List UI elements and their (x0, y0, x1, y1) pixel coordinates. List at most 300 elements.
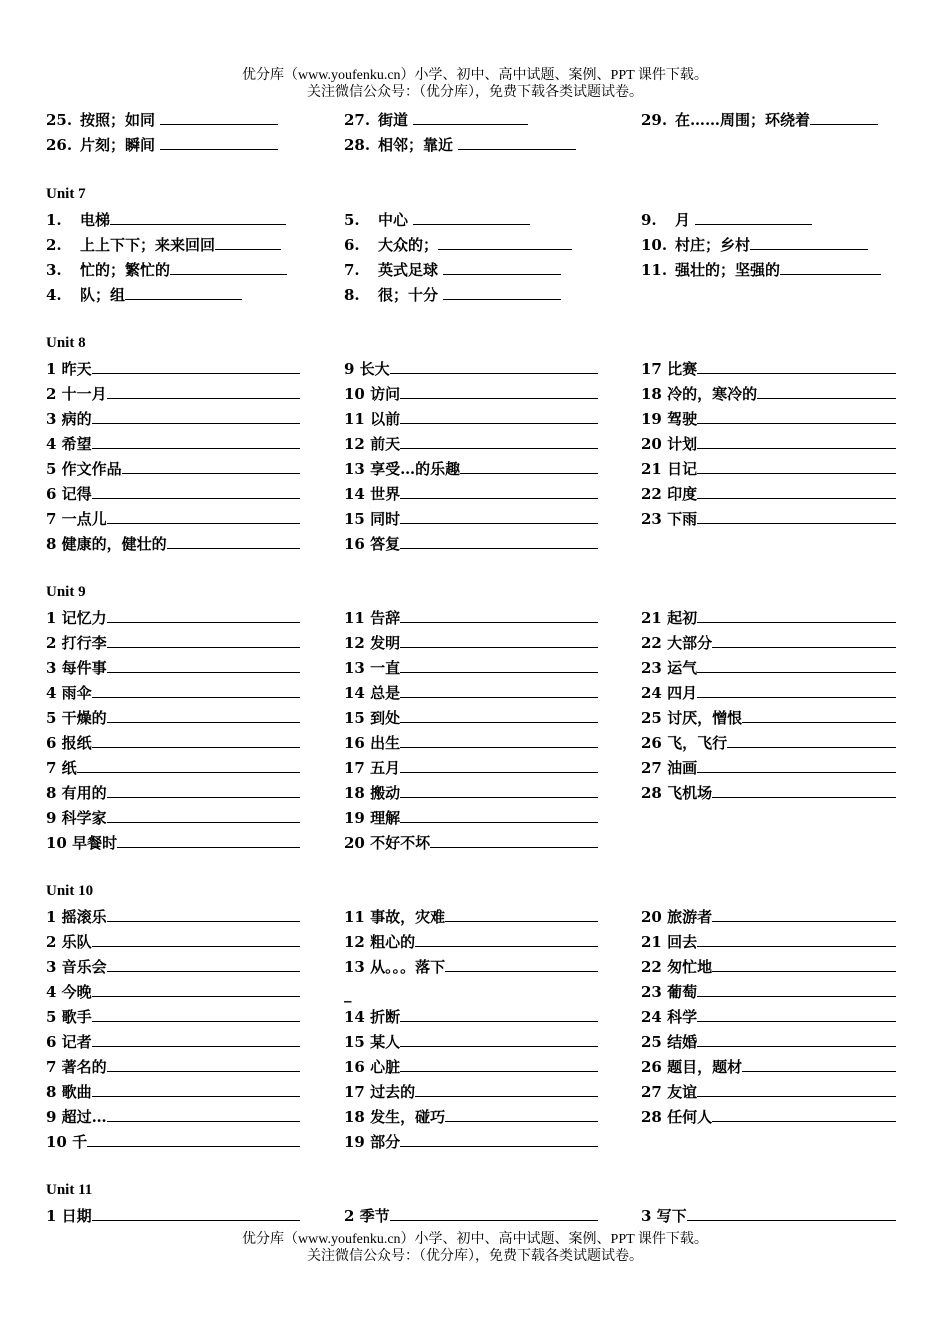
vocab-item (344, 359, 598, 378)
item-number: 28. (344, 136, 371, 154)
vocab-label: 3 写下 (641, 1207, 687, 1225)
answer-blank[interactable] (415, 1082, 598, 1097)
answer-blank[interactable] (400, 1057, 598, 1072)
answer-blank[interactable] (107, 907, 300, 922)
answer-blank[interactable] (167, 534, 300, 549)
vocab-item (641, 733, 896, 752)
vocab-item (641, 1057, 896, 1076)
vocab-label: 27 友谊 (641, 1083, 698, 1101)
answer-blank[interactable] (757, 384, 896, 399)
vocab-label: 片刻；瞬间 (80, 136, 156, 154)
vocab-row (0, 808, 950, 833)
vocab-label: 15 某人 (344, 1033, 401, 1051)
vocab-item (46, 982, 300, 1001)
answer-blank[interactable] (458, 135, 576, 150)
vocab-label: 7 著名的 (46, 1058, 107, 1076)
answer-blank[interactable] (712, 907, 896, 922)
vocab-label: 22 印度 (641, 485, 698, 503)
vocab-label: 1 记忆力 (46, 609, 107, 627)
answer-blank[interactable] (697, 459, 896, 474)
vocab-item (641, 1082, 896, 1101)
vocab-label: 25 讨厌，憎恨 (641, 709, 743, 727)
vocab-item (641, 1206, 896, 1225)
vocab-item (641, 260, 881, 279)
vocab-label: 3 音乐会 (46, 958, 107, 976)
vocab-item (46, 1057, 300, 1076)
answer-blank[interactable] (400, 1007, 598, 1022)
answer-blank[interactable] (697, 683, 896, 698)
answer-blank[interactable] (687, 1206, 896, 1221)
vocab-item (641, 409, 896, 428)
vocab-item (344, 1057, 598, 1076)
answer-blank[interactable] (92, 683, 300, 698)
vocab-item (344, 1082, 598, 1101)
vocab-item (344, 384, 598, 403)
vocab-item (46, 957, 300, 976)
unit-title: Unit 9 (46, 584, 86, 600)
answer-blank[interactable] (400, 808, 598, 823)
vocab-item (641, 110, 878, 129)
vocab-row (0, 1032, 950, 1057)
answer-blank[interactable] (810, 110, 878, 125)
vocab-label: 18 冷的，寒冷的 (641, 385, 758, 403)
vocab-row (0, 110, 950, 135)
vocab-item (344, 235, 572, 254)
vocab-label: 21 回去 (641, 933, 698, 951)
vocab-label: 2 十一月 (46, 385, 107, 403)
vocab-item (46, 633, 300, 652)
vocab-item (641, 484, 896, 503)
vocab-item (344, 758, 598, 777)
vocab-label: 25 结婚 (641, 1033, 698, 1051)
vocab-label: 6 记者 (46, 1033, 92, 1051)
vocab-label: 大众的； (378, 236, 439, 254)
answer-blank[interactable] (107, 633, 300, 648)
vocab-label: 18 发生，碰巧 (344, 1108, 446, 1126)
vocab-label: 13 享受…的乐趣 (344, 460, 461, 478)
vocab-row (0, 509, 950, 534)
answer-blank[interactable] (742, 1057, 896, 1072)
vocab-row (0, 1057, 950, 1082)
vocab-label: 5 作文作品 (46, 460, 122, 478)
vocab-label: 21 起初 (641, 609, 698, 627)
vocab-item (344, 459, 598, 478)
vocab-item (641, 1007, 896, 1026)
answer-blank[interactable] (400, 409, 598, 424)
vocab-label: 4 雨伞 (46, 684, 92, 702)
answer-blank[interactable] (697, 1032, 896, 1047)
item-number: 9. (641, 211, 657, 229)
vocab-label: 14 折断 (344, 1008, 401, 1026)
answer-blank[interactable] (697, 1007, 896, 1022)
vocab-item (344, 534, 598, 553)
answer-blank[interactable] (107, 509, 300, 524)
answer-blank[interactable] (122, 459, 300, 474)
answer-blank[interactable] (400, 384, 598, 399)
vocab-label: 2 打行李 (46, 634, 107, 652)
vocab-item (344, 783, 598, 802)
answer-blank[interactable] (400, 633, 598, 648)
answer-blank[interactable] (445, 957, 598, 972)
answer-blank[interactable] (400, 434, 598, 449)
answer-blank[interactable] (430, 833, 598, 848)
answer-blank[interactable] (780, 260, 881, 275)
answer-blank[interactable] (712, 1107, 896, 1122)
vocab-item (46, 509, 300, 528)
vocab-row (0, 1107, 950, 1132)
answer-blank[interactable] (87, 1132, 300, 1147)
answer-blank[interactable] (117, 833, 300, 848)
vocab-label: 20 计划 (641, 435, 698, 453)
vocab-label: 英式足球 (378, 261, 439, 279)
answer-blank[interactable] (697, 658, 896, 673)
vocab-label: 很；十分 (378, 286, 439, 304)
item-number: 25. (46, 111, 73, 129)
vocab-label: 11 告辞 (344, 609, 401, 627)
answer-blank[interactable] (443, 285, 561, 300)
vocab-label: 10 千 (46, 1133, 88, 1151)
answer-blank[interactable] (727, 733, 896, 748)
vocab-label: 28 飞机场 (641, 784, 713, 802)
vocab-item (344, 260, 561, 279)
vocab-label: 6 记得 (46, 485, 92, 503)
vocab-label: 21 日记 (641, 460, 698, 478)
item-number: 29. (641, 111, 668, 129)
answer-blank[interactable] (77, 758, 300, 773)
vocab-label: 27 油画 (641, 759, 698, 777)
answer-blank[interactable] (92, 1206, 300, 1221)
answer-blank[interactable] (697, 932, 896, 947)
answer-blank[interactable] (415, 932, 598, 947)
vocab-row (0, 359, 950, 384)
item-number: 27. (344, 111, 371, 129)
vocab-item (344, 1107, 598, 1126)
answer-blank[interactable] (697, 982, 896, 997)
item-number: 2. (46, 236, 62, 254)
vocab-item (46, 285, 242, 304)
vocab-row (0, 932, 950, 957)
vocab-item (46, 534, 300, 553)
answer-blank[interactable] (160, 135, 278, 150)
vocab-label: 1 摇滚乐 (46, 908, 107, 926)
answer-blank[interactable] (92, 484, 300, 499)
answer-blank[interactable] (92, 359, 300, 374)
vocab-item (641, 1032, 896, 1051)
vocab-item (641, 608, 896, 627)
vocab-item (46, 110, 278, 129)
vocab-item (46, 235, 281, 254)
answer-blank[interactable] (400, 783, 598, 798)
vocab-item (641, 932, 896, 951)
vocab-label: 22 大部分 (641, 634, 713, 652)
vocab-item (344, 683, 598, 702)
vocab-label: 8 有用的 (46, 784, 107, 802)
answer-blank[interactable] (697, 409, 896, 424)
vocab-row (0, 384, 950, 409)
answer-blank[interactable] (443, 260, 561, 275)
vocab-item (641, 434, 896, 453)
answer-blank[interactable] (697, 1082, 896, 1097)
answer-blank[interactable] (107, 658, 300, 673)
vocab-label: 13 一直 (344, 659, 401, 677)
vocab-label: 4 今晚 (46, 983, 92, 1001)
vocab-label: 19 部分 (344, 1133, 401, 1151)
vocab-row (0, 210, 950, 235)
vocab-label: 12 发明 (344, 634, 401, 652)
vocab-label: 19 理解 (344, 809, 401, 827)
answer-blank[interactable] (400, 708, 598, 723)
vocab-row (0, 484, 950, 509)
answer-blank[interactable] (107, 1107, 300, 1122)
vocab-item (46, 733, 300, 752)
vocab-label: 23 下雨 (641, 510, 698, 528)
answer-blank[interactable] (400, 509, 598, 524)
answer-blank[interactable] (215, 235, 281, 250)
vocab-row (0, 783, 950, 808)
vocab-item (344, 808, 598, 827)
vocab-item (46, 135, 278, 154)
answer-blank[interactable] (107, 384, 300, 399)
vocab-item (46, 459, 300, 478)
item-number: 7. (344, 261, 360, 279)
vocab-label: 16 出生 (344, 734, 401, 752)
answer-blank[interactable] (697, 608, 896, 623)
vocab-label: 中心 (378, 211, 409, 229)
vocab-row (0, 1132, 950, 1157)
vocab-label: 16 心脏 (344, 1058, 401, 1076)
answer-blank[interactable] (697, 758, 896, 773)
vocab-item (46, 1132, 300, 1151)
header-line-2: 关注微信公众号：（优分库），免费下载各类试题试卷。 (307, 85, 643, 100)
answer-blank[interactable] (107, 608, 300, 623)
vocab-label: 12 粗心的 (344, 933, 416, 951)
answer-blank[interactable] (400, 683, 598, 698)
vocab-label: 5 干燥的 (46, 709, 107, 727)
vocab-label: 7 一点儿 (46, 510, 107, 528)
vocab-item (641, 982, 896, 1001)
answer-blank[interactable] (92, 434, 300, 449)
vocab-item (344, 484, 598, 503)
vocab-item (46, 683, 300, 702)
answer-blank[interactable] (712, 957, 896, 972)
vocab-row (0, 658, 950, 683)
vocab-item (46, 359, 300, 378)
answer-blank[interactable] (742, 708, 896, 723)
vocab-label: 14 总是 (344, 684, 401, 702)
vocab-row (0, 459, 950, 484)
vocab-item (46, 932, 300, 951)
answer-blank[interactable] (390, 359, 598, 374)
vocab-item (46, 1082, 300, 1101)
answer-blank[interactable] (400, 1032, 598, 1047)
answer-blank[interactable] (160, 110, 278, 125)
vocab-label: 15 同时 (344, 510, 401, 528)
vocab-label: 4 希望 (46, 435, 92, 453)
vocab-label: 10 早餐时 (46, 834, 118, 852)
vocab-label: 18 搬动 (344, 784, 401, 802)
vocab-row (0, 833, 950, 858)
answer-blank[interactable] (400, 758, 598, 773)
vocab-item (344, 135, 576, 154)
vocab-label: 13 从。。。落下 (344, 958, 446, 976)
answer-blank[interactable] (400, 658, 598, 673)
answer-blank[interactable] (107, 708, 300, 723)
vocab-item (641, 384, 896, 403)
unit-title: Unit 10 (46, 883, 94, 899)
vocab-label: 16 答复 (344, 535, 401, 553)
vocab-label: 11 以前 (344, 410, 401, 428)
answer-blank[interactable] (390, 1206, 598, 1221)
vocab-item (344, 608, 598, 627)
header-line-1: 优分库（www.youfenku.cn）小学、初中、高中试题、案例、PPT 课件下载。 (242, 68, 708, 83)
answer-blank[interactable] (107, 808, 300, 823)
vocab-row (0, 409, 950, 434)
vocab-label: 3 每件事 (46, 659, 107, 677)
answer-blank[interactable] (445, 907, 598, 922)
vocab-item (46, 434, 300, 453)
page-header (0, 67, 950, 101)
vocab-label: 10 访问 (344, 385, 401, 403)
answer-blank[interactable] (92, 1007, 300, 1022)
answer-blank[interactable] (92, 733, 300, 748)
answer-blank[interactable] (125, 285, 242, 300)
vocab-label: 12 前天 (344, 435, 401, 453)
vocab-label: 强壮的；坚强的 (675, 261, 781, 279)
vocab-label: 9 超过… (46, 1108, 107, 1126)
vocab-item (641, 683, 896, 702)
vocab-label: 24 科学 (641, 1008, 698, 1026)
vocab-label: 8 健康的，健壮的 (46, 535, 167, 553)
answer-blank[interactable] (400, 608, 598, 623)
vocab-item (46, 907, 300, 926)
vocab-label: 7 纸 (46, 759, 77, 777)
answer-blank[interactable] (697, 509, 896, 524)
answer-blank[interactable] (170, 260, 287, 275)
answer-blank[interactable] (92, 409, 300, 424)
answer-blank[interactable] (413, 110, 528, 125)
vocab-row (0, 285, 950, 310)
vocab-item (641, 235, 868, 254)
answer-blank[interactable] (697, 359, 896, 374)
vocab-label: 2 季节 (344, 1207, 390, 1225)
vocab-label: 14 世界 (344, 485, 401, 503)
vocab-label: 17 比赛 (641, 360, 698, 378)
vocab-item (641, 708, 896, 727)
vocab-row (0, 708, 950, 733)
vocab-item (344, 733, 598, 752)
vocab-label: 上上下下；来来回回 (80, 236, 216, 254)
vocab-label: 1 日期 (46, 1207, 92, 1225)
vocab-item (46, 384, 300, 403)
vocab-item (641, 359, 896, 378)
vocab-item (344, 633, 598, 652)
vocab-row (0, 957, 950, 982)
vocab-label: 8 歌曲 (46, 1083, 92, 1101)
answer-blank[interactable] (697, 434, 896, 449)
item-number: 11. (641, 261, 668, 279)
answer-blank[interactable] (92, 982, 300, 997)
answer-blank[interactable] (413, 210, 530, 225)
vocab-label: 17 过去的 (344, 1083, 416, 1101)
answer-blank[interactable] (750, 235, 868, 250)
answer-blank[interactable] (400, 484, 598, 499)
answer-blank[interactable] (107, 1057, 300, 1072)
vocab-item (344, 509, 598, 528)
vocab-label: 24 四月 (641, 684, 698, 702)
vocab-label: 村庄；乡村 (675, 236, 751, 254)
vocab-row (0, 733, 950, 758)
vocab-item (46, 210, 286, 229)
answer-blank[interactable] (712, 783, 896, 798)
vocab-item (46, 833, 300, 852)
vocab-label: 队；组 (80, 286, 126, 304)
answer-blank[interactable] (445, 1107, 598, 1122)
vocab-item (46, 1032, 300, 1051)
answer-blank[interactable] (400, 534, 598, 549)
vocab-item (344, 1206, 598, 1225)
vocab-item (46, 409, 300, 428)
vocab-label: 23 运气 (641, 659, 698, 677)
vocab-row (0, 1206, 950, 1231)
vocab-label: 按照；如同 (80, 111, 156, 129)
vocab-label: 5 歌手 (46, 1008, 92, 1026)
answer-blank[interactable] (110, 210, 286, 225)
vocab-item (344, 907, 598, 926)
vocab-label: 28 任何人 (641, 1108, 713, 1126)
vocab-row (0, 907, 950, 932)
answer-blank[interactable] (712, 633, 896, 648)
answer-blank[interactable] (400, 733, 598, 748)
vocab-row (0, 135, 950, 160)
vocab-row (0, 235, 950, 260)
vocab-item (641, 907, 896, 926)
vocab-item (641, 957, 896, 976)
answer-blank[interactable] (107, 957, 300, 972)
vocab-item (641, 758, 896, 777)
vocab-row (0, 608, 950, 633)
vocab-item (344, 210, 530, 229)
vocab-item (344, 434, 598, 453)
answer-blank[interactable] (92, 932, 300, 947)
item-number: 3. (46, 261, 62, 279)
vocab-row (0, 1082, 950, 1107)
vocab-row (0, 434, 950, 459)
answer-blank[interactable] (92, 1082, 300, 1097)
vocab-item (344, 957, 598, 976)
page-footer (0, 1231, 950, 1265)
vocab-label: 2 乐队 (46, 933, 92, 951)
vocab-label: 相邻；靠近 (378, 136, 454, 154)
item-number: 26. (46, 136, 73, 154)
vocab-label: 26 题目，题材 (641, 1058, 743, 1076)
vocab-item (46, 1206, 300, 1225)
answer-blank[interactable] (460, 459, 598, 474)
item-number: 6. (344, 236, 360, 254)
vocab-item (344, 708, 598, 727)
vocab-item (46, 1107, 300, 1126)
item-number: 10. (641, 236, 668, 254)
answer-blank[interactable] (107, 783, 300, 798)
answer-blank[interactable] (92, 1032, 300, 1047)
vocab-row (0, 633, 950, 658)
answer-blank[interactable] (697, 484, 896, 499)
item-number: 5. (344, 211, 360, 229)
vocab-item (344, 285, 561, 304)
answer-blank[interactable] (400, 1132, 598, 1147)
vocab-label: 23 葡萄 (641, 983, 698, 1001)
answer-blank[interactable] (695, 210, 812, 225)
answer-blank[interactable] (438, 235, 572, 250)
